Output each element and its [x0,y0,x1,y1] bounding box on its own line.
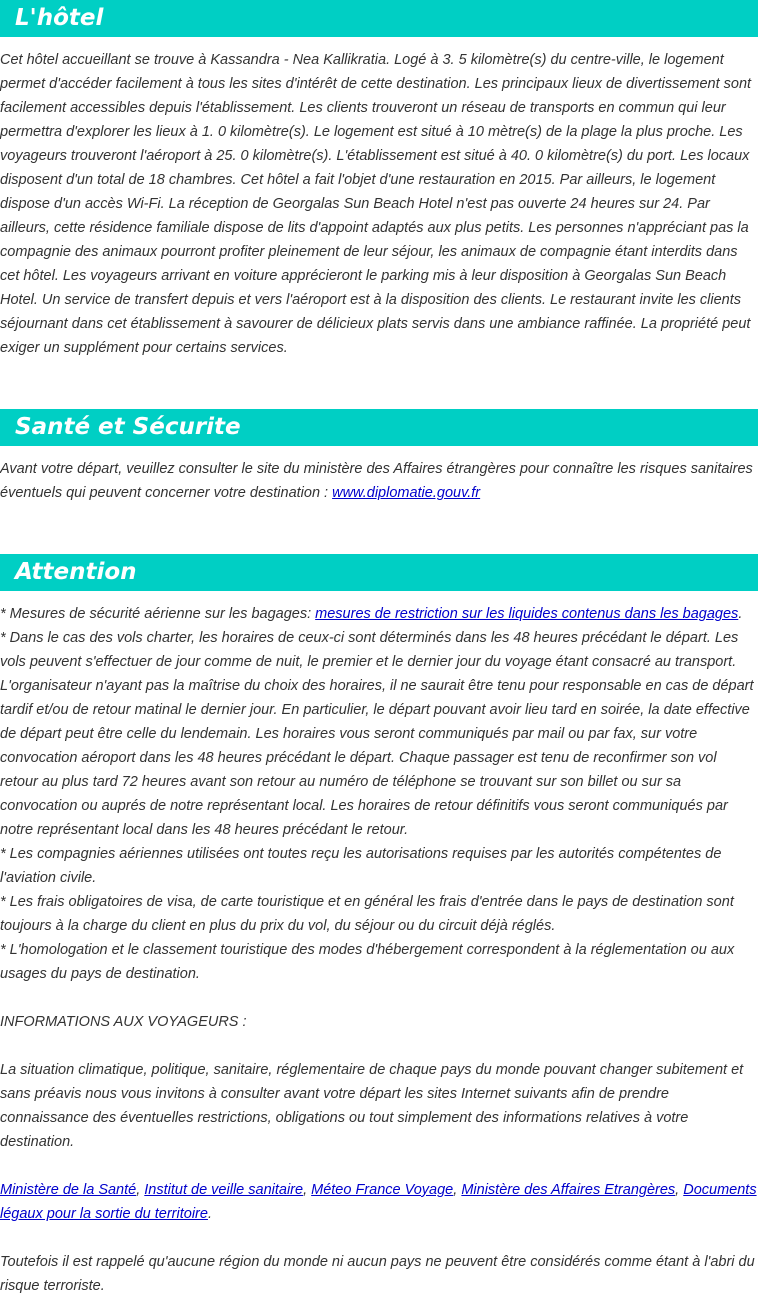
attention-section-header [0,554,758,591]
hotel-description-block [0,48,758,360]
diplomatie-link[interactable]: www.diplomatie.gouv.fr [332,485,481,501]
institut-veille-link[interactable]: Institut de veille sanitaire [144,1182,304,1198]
info-heading: INFORMATIONS AUX VOYAGEURS : [0,1014,247,1030]
meteo-france-link[interactable]: Méteo France Voyage [311,1182,454,1198]
hotel-section-title: L'hôtel [15,5,104,31]
hotel-section-header [0,0,758,37]
baggage-restrictions-link[interactable]: mesures de restriction sur les liquides contenus dans les bagages [315,606,739,622]
baggage-suffix: . [738,606,743,622]
info-text: La situation climatique, politique, sanitaire, réglementaire de chaque pays du monde pouvant changer subitement et sans préavis nous vous invitons à consulter avant votre départ les sites Internet suivants afin de prendre connaissance des éventuelles restrictions, obligations ou tout simplement des informations relatives à votre destination. [0,1062,744,1150]
health-text: Avant votre départ, veuillez consulter le site du ministère des Affaires étrangères pour connaître les risques sanitaires éventuels qui peuvent concerner votre destination : [0,461,753,501]
link-separator: , [453,1182,462,1198]
health-section-title: Santé et Sécurite [15,414,241,440]
spacer [0,1226,758,1250]
spacer [0,1154,758,1178]
spacer [0,986,758,1010]
hotel-description: Cet hôtel accueillant se trouve à Kassandra - Nea Kallikratia. Logé à 3. 5 kilomètre(s) du centre-ville, le logement permet d'accéder facilement à tous les sites d'intérêt de cette destination. Les principaux lieux de divertissement sont facilement accessibles depuis l'établissement. Les clients trouveront un réseau de transports en commun qui leur permettra d'explorer les lieux à 1. 0 kilomètre(s). Le logement est situé à 10 mètre(s) de la plage la plus proche. Les voyageurs trouveront l'aéroport à 25. 0 kilomètre(s). L'établissement est situé à 40. 0 kilomètre(s) du port. Les locaux disposent d'un total de 18 chambres. Cet hôtel a fait l'objet d'une restauration en 2015. Par ailleurs, le logement dispose d'un accès Wi-Fi. La réception de Georgalas Sun Beach Hotel n'est pas ouverte 24 heures sur 24. Par ailleurs, cette résidence familiale dispose de lits d'appoint adaptés aux plus petits. Les personnes n'appréciant pas la compagnie des animaux pourront profiter pleinement de leur séjour, les animaux de compagnie étant interdits dans cet hôtel. Les voyageurs arrivant en voiture apprécieront le parking mis à leur disposition à Georgalas Sun Beach Hotel. Un service de transfert depuis et vers l'aéroport est à la disposition des clients. Le restaurant invite les clients séjournant dans cet établissement à savourer de délicieux plats servis dans une ambiance raffinée. La propriété peut exiger un supplément pour certains services. [0,52,752,356]
airlines-paragraph: * Les compagnies aériennes utilisées ont toutes reçu les autorisations requises par les autorités compétentes de l'aviation civile. [0,846,722,886]
links-end: . [207,1206,212,1222]
link-separator: , [675,1182,684,1198]
charter-paragraph: * Dans le cas des vols charter, les horaires de ceux-ci sont déterminés dans les 48 heures précédant le départ. Les vols peuvent s'effectuer de jour comme de nuit, le premier et le dernier jour du voyage étant consacré au transport. L'organisateur n'ayant pas la maîtrise du choix des horaires, il ne saurait être tenu pour responsable en cas de départ tardif et/ou de retour matinal le dernier jour. En particulier, le départ pouvant avoir lieu tard en soirée, la date effective de départ peut être celle du lendemain. Les horaires vous seront communiqués par mail ou par fax, sur votre convocation aéroport dans les 48 heures précédant le départ. Chaque passager est tenu de reconfirmer son vol retour au plus tard 72 heures avant son retour au numéro de téléphone se trouvant sur son billet ou sur sa convocation ou auprés de notre représentant local. Les horaires de retour définitifs vous seront communiqués par notre représentant local dans les 48 heures précédant le retour. [0,630,754,838]
link-separator: , [136,1182,145,1198]
health-text-paragraph [0,457,758,505]
documents-legaux-link[interactable]: Documents légaux pour la sortie du territoire [0,1182,757,1222]
health-text-block [0,457,758,505]
health-section-header [0,409,758,446]
terror-paragraph: Toutefois il est rappelé qu'aucune région du monde ni aucun pays ne peuvent être considérés comme étant à l'abri du risque terroriste. [0,1254,755,1294]
baggage-paragraph [0,602,758,626]
affaires-etrangeres-link[interactable]: Ministère des Affaires Etrangères [461,1182,676,1198]
attention-section-title: Attention [15,559,137,585]
resource-links [0,1178,758,1226]
fees-paragraph: * Les frais obligatoires de visa, de carte touristique et en général les frais d'entrée dans le pays de destination sont toujours à la charge du client en plus du prix du vol, du séjour ou du circuit déjà réglés. [0,894,734,934]
spacer [0,1034,758,1058]
homologation-paragraph: * L'homologation et le classement touristique des modes d'hébergement correspondent à la réglementation ou aux usages du pays de destination. [0,942,735,982]
ministere-sante-link[interactable]: Ministère de la Santé [0,1182,137,1198]
link-separator: , [303,1182,312,1198]
attention-text-block [0,602,758,1298]
baggage-prefix: * Mesures de sécurité aérienne sur les bagages: [0,606,316,622]
